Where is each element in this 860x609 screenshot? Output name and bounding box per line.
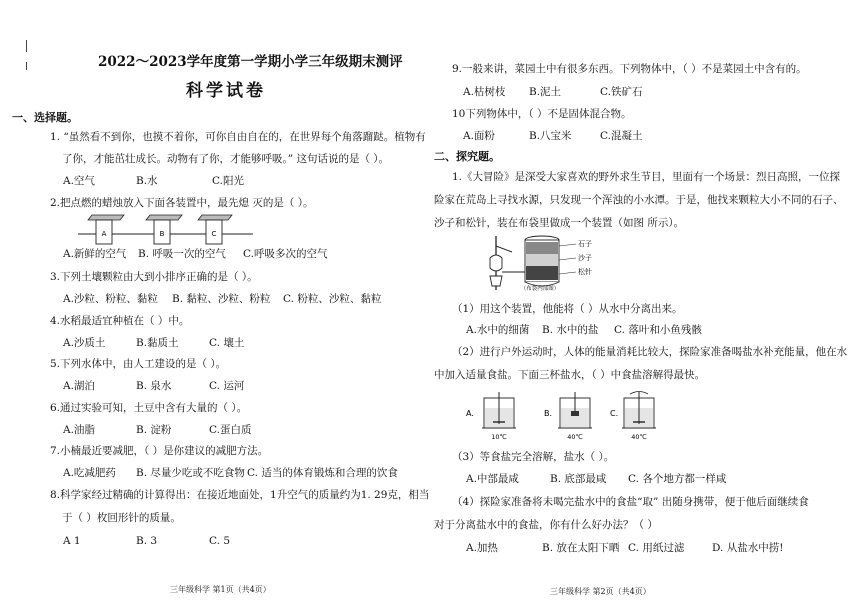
question-8-option-a: A 1	[63, 535, 81, 547]
jar-a	[88, 215, 124, 244]
subquestion-4-line1: （4）探险家准备将未喝完盐水中的食盐“取” 出随身携带，便于他后面继续食	[452, 496, 809, 508]
question-6-option-c: C.蛋白质	[209, 424, 252, 436]
subquestion-1-text: （1）用这个装置，他能将（ ）从水中分离出来。	[452, 303, 683, 315]
inquiry-intro-line1: 1.《大冒险》是深受大家喜欢的野外求生节目，里面有一个场景：烈日高照，一位探	[452, 171, 841, 183]
question-5-option-b: B. 泉水	[136, 380, 172, 392]
jar-b	[146, 215, 182, 244]
subquestion-3-text: （3）等食盐完全溶解，盐水（ ）。	[452, 451, 615, 463]
exam-subtitle: 科学试卷	[186, 81, 266, 101]
question-4-option-c: C. 壤土	[209, 337, 245, 349]
jar-c	[198, 215, 232, 244]
subquestion-4-option-d: D. 从盐水中捞!	[712, 542, 784, 554]
beaker-a-temp: 10℃	[491, 433, 507, 441]
question-1-option-c: C.阳光	[212, 175, 244, 187]
question-10-option-b: B.八宝米	[529, 130, 572, 142]
question-1-option-b: B.水	[136, 175, 158, 187]
question-10-option-c: C.混凝土	[600, 130, 643, 142]
question-4-text: 4.水稻最适宜种植在（ ）中。	[50, 315, 190, 327]
question-9-option-b: B.泥土	[529, 86, 562, 98]
filter-label-pine-needles: 松针	[578, 268, 592, 276]
question-6-option-a: A.油脂	[63, 424, 95, 436]
question-5-option-a: A.湖泊	[63, 380, 95, 392]
beaker-a-letter: A.	[466, 409, 474, 418]
candle-jars-figure	[78, 212, 253, 246]
question-9-option-c: C.铁矿石	[600, 86, 643, 98]
subquestion-1-option-c: C. 落叶和小鱼残骸	[614, 324, 702, 336]
question-1-option-a: A.空气	[63, 175, 95, 187]
question-8-line1: 8.科学家经过精确的计算得出：在接近地面处，1升空气的质量约为1. 29克，相当	[50, 489, 430, 501]
section-heading: 二、探究题。	[434, 150, 500, 163]
question-2-option-b: B. 呼吸一次的空气	[138, 248, 226, 260]
subquestion-1-option-b: B. 水中的盐	[542, 324, 599, 336]
beaker-c	[610, 392, 656, 442]
subquestion-4-line2: 对于分离盐水中的食盐，你有什么好办法？（ ）	[434, 519, 658, 531]
question-3-option-a: A.沙粒、粉粒、黏粒	[63, 293, 158, 305]
question-6-text: 6.通过实验可知，土豆中含有大量的（ ）。	[50, 402, 248, 414]
question-8-option-c: C. 5	[209, 535, 231, 547]
question-4-option-a: A.沙质土	[63, 337, 106, 349]
page-right	[430, 0, 860, 609]
jar-b-label: B	[159, 230, 165, 238]
subquestion-3-option-a: A.中部最咸	[466, 473, 519, 485]
question-2-text: 2.把点燃的蜡烛放入下面各装置中，最先熄 灭的是（ ）。	[50, 197, 314, 209]
question-7-option-a: A.吃减肥药	[63, 467, 116, 479]
question-5-option-c: C. 运河	[209, 380, 245, 392]
filter-bag-figure	[488, 232, 638, 292]
beaker-b-letter: B.	[544, 409, 553, 418]
question-7-option-c: C. 适当的体育锻炼和合理的饮食	[247, 467, 398, 479]
subquestion-4-option-c: C. 用纸过滤	[628, 542, 685, 554]
question-6-option-b: B. 淀粉	[136, 424, 172, 436]
question-7-text: 7.小楠最近要减肥，（ ）是你建议的减肥方法。	[50, 445, 269, 457]
question-8-line2: 于（ ）枚回形针的质量。	[62, 512, 181, 524]
subquestion-4-option-b: B. 放在太阳下晒	[542, 542, 620, 554]
inquiry-intro-line2: 险家在荒岛上寻找水源，只发现一个浑浊的小水潭。于是，他找来颗粒大小不同的石子、	[434, 194, 844, 206]
question-9-text: 9.一般来讲，菜园土中有很多东西。下列物体中，（ ）不是菜园土中含有的。	[452, 63, 807, 75]
inquiry-intro-line3: 沙子和松针，装在布袋里做成一个装置（如图 所示）。	[434, 217, 685, 229]
subquestion-2-line2: 中加入适量食盐。下面三杯盐水，（ ）中食盐溶解得最快。	[434, 369, 706, 381]
subquestion-3-option-b: B. 底部最咸	[550, 473, 607, 485]
beaker-c-letter: C.	[610, 409, 619, 418]
question-10-option-a: A.面粉	[463, 130, 495, 142]
question-5-text: 5.下列水体中，由人工建设的是（ ）。	[50, 358, 227, 370]
jar-a-label: A	[101, 230, 107, 238]
beaker-b-temp: 40℃	[567, 433, 583, 441]
subquestion-1-option-a: A.水中的细菌	[466, 324, 530, 336]
section-heading: 一、选择题。	[12, 111, 78, 124]
question-4-option-b: B.黏质土	[136, 337, 179, 349]
subquestion-4-option-a: A.加热	[466, 542, 498, 554]
question-3-text: 3.下列土壤颗粒由大到小排序正确的是（ ）。	[50, 271, 258, 283]
subquestion-2-line1: （2）进行户外运动时，人体的能量消耗比较大，探险家准备喝盐水补充能量，他在水	[452, 346, 848, 358]
jar-c-label: C	[211, 230, 217, 238]
question-3-option-b: B. 黏粒、沙粒、粉粒	[172, 293, 271, 305]
page-footer: 三年级科学 第2页（共4页）	[550, 587, 651, 596]
page-footer: 三年级科学 第1页（共4页）	[170, 585, 271, 594]
question-1-line1: 1. “虽然看不到你，也摸不着你，可你自由自在的，在世界每个角落蹓跶。植物有	[50, 131, 426, 143]
beaker-b	[544, 392, 592, 441]
filter-caption: （布袋内部图）	[520, 286, 560, 292]
question-2-option-c: C.呼吸多次的空气	[243, 248, 328, 260]
beakers-figure	[464, 390, 684, 446]
question-7-option-b: B. 尽量少吃或不吃食物	[136, 467, 245, 479]
filter-label-sand: 沙子	[578, 254, 592, 262]
question-9-option-a: A.枯树枝	[463, 86, 506, 98]
question-2-option-a: A.新鲜的空气	[63, 248, 127, 260]
beaker-c-temp: 40℃	[631, 433, 647, 441]
beaker-a	[466, 392, 516, 441]
filter-label-stones: 石子	[578, 240, 592, 248]
exam-title: 2022～2023学年度第一学期小学三年级期末测评	[98, 54, 403, 70]
question-3-option-c: C. 粉粒、沙粒、黏粒	[283, 293, 382, 305]
question-1-line2: 了你，才能茁壮成长。动物有了你，才能够呼吸。” 这句话说的是（ ）。	[62, 153, 390, 165]
question-10-text: 10下列物体中，（ ）不是固体混合物。	[452, 108, 632, 120]
subquestion-3-option-c: C. 各个地方都一样咸	[628, 473, 727, 485]
question-8-option-b: B. 3	[136, 535, 158, 547]
